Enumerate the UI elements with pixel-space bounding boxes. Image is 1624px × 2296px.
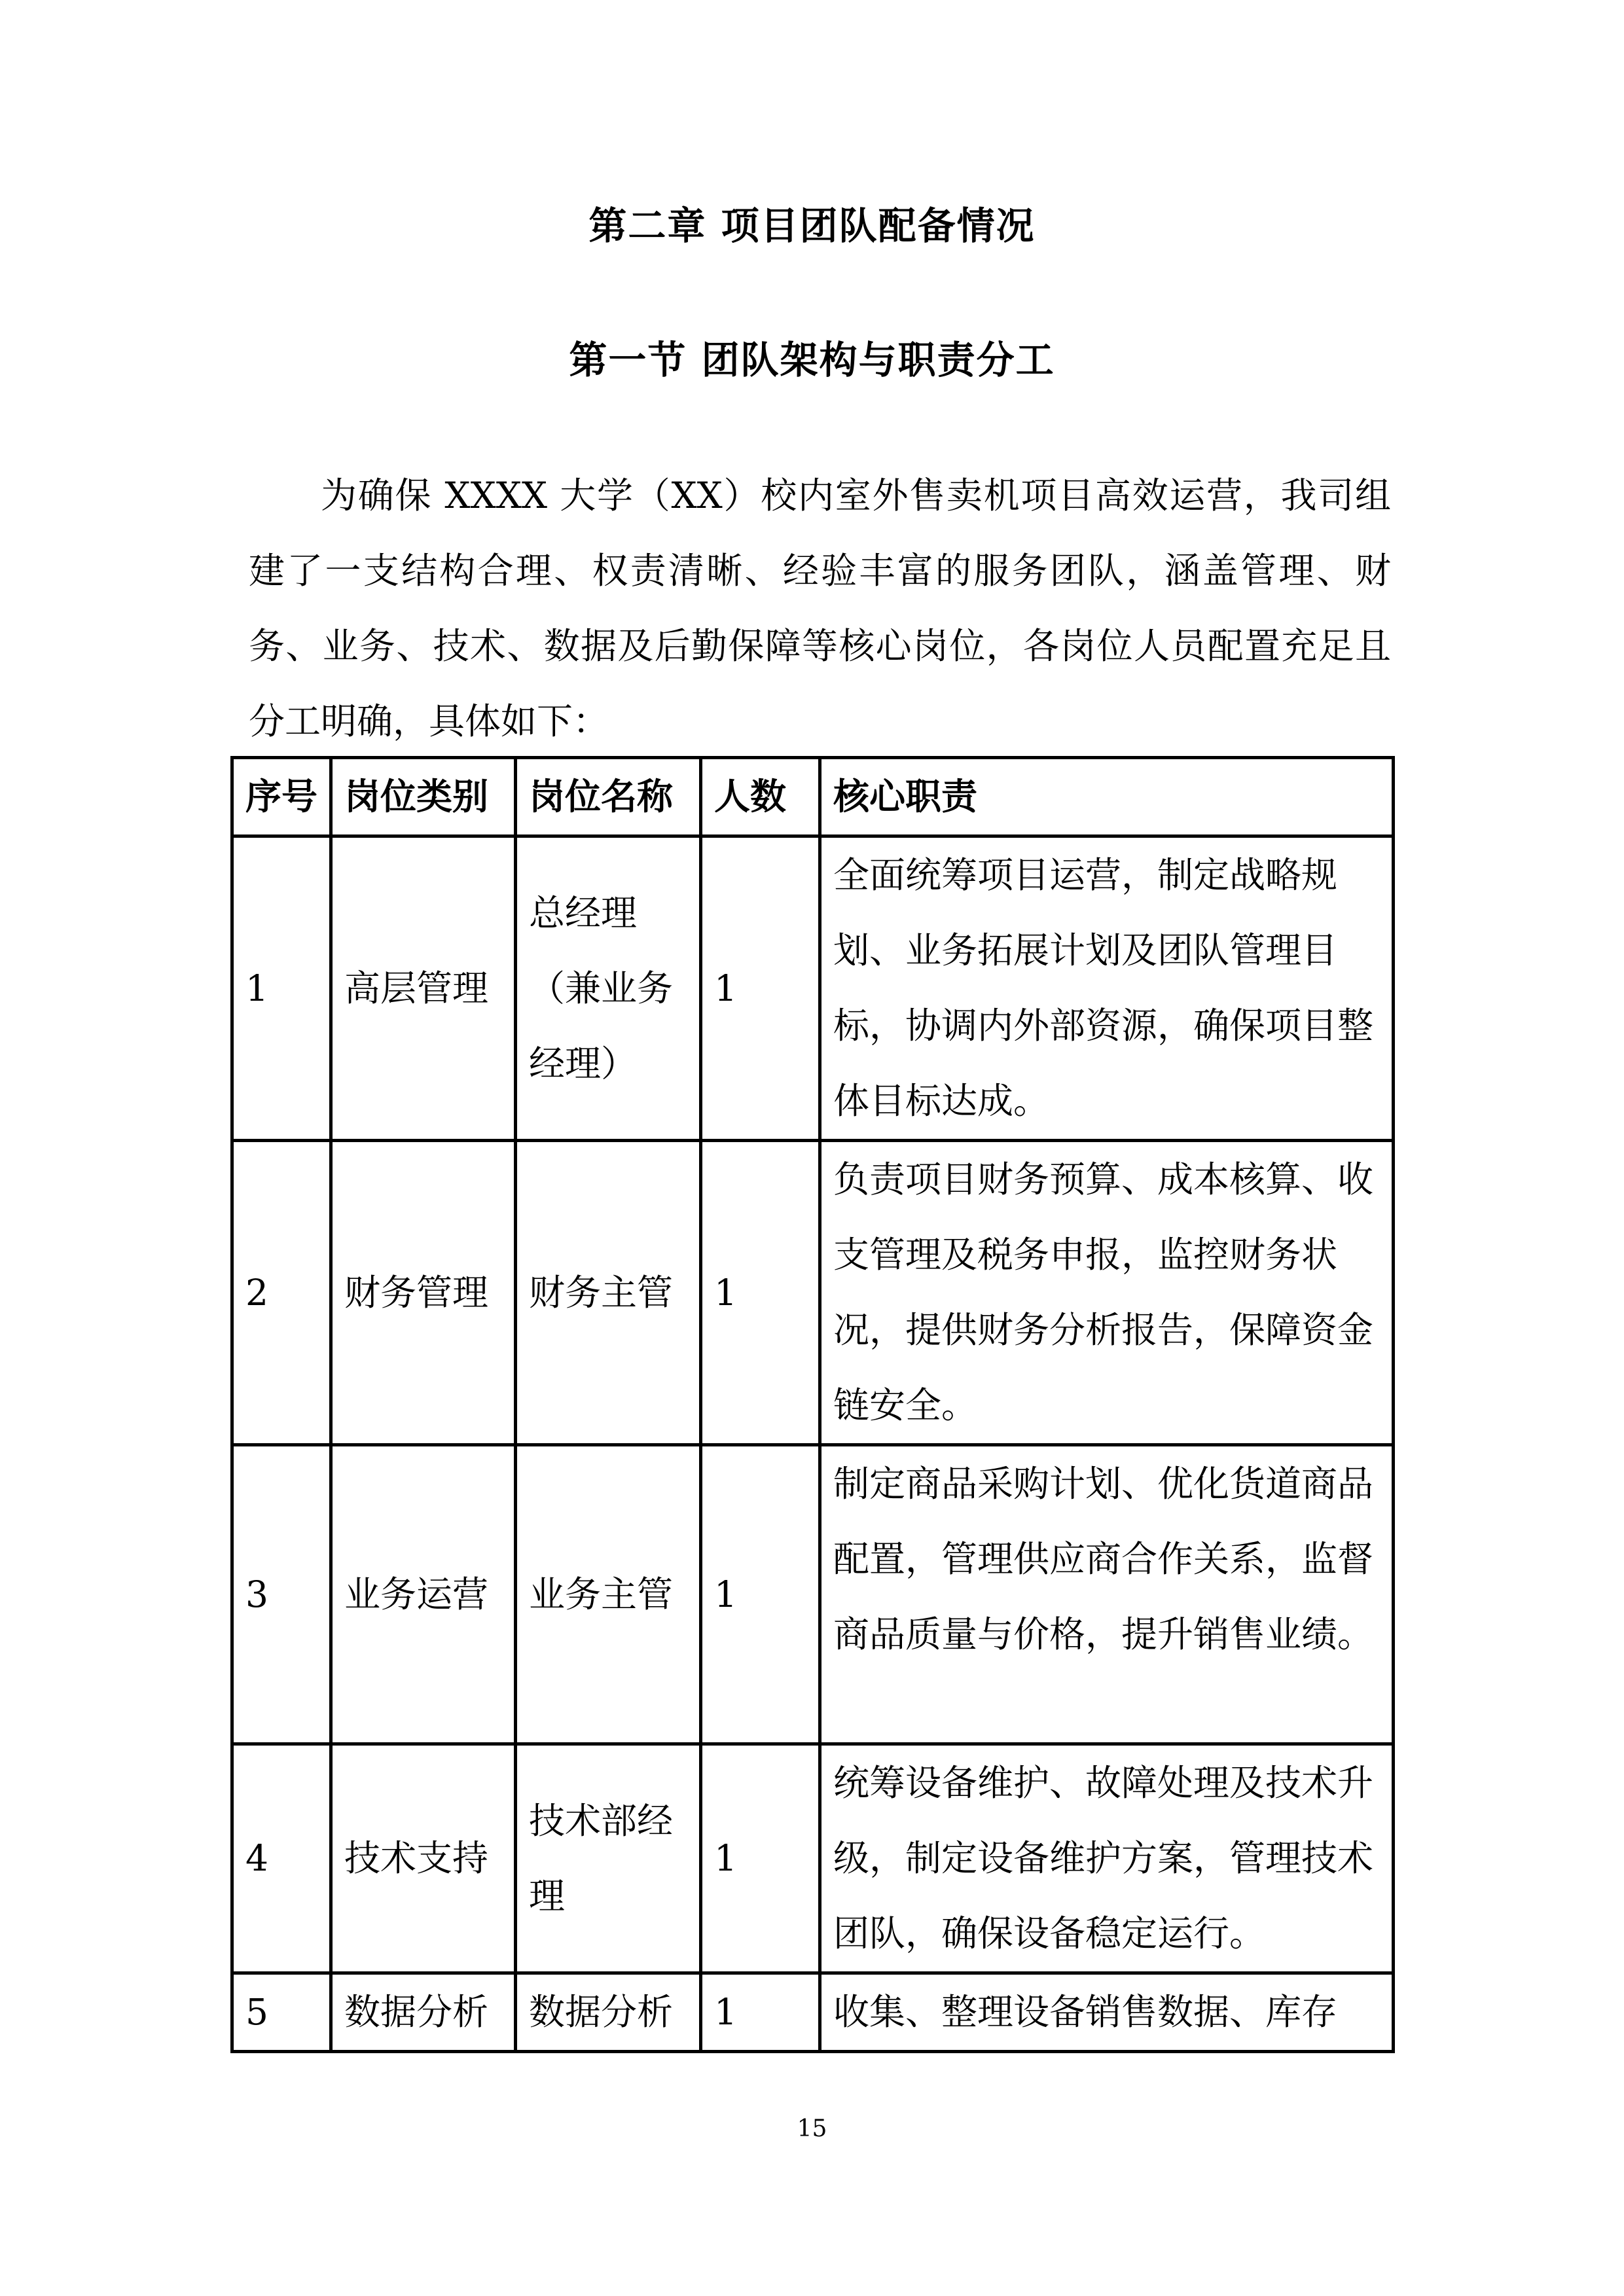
cell-duty: 统筹设备维护、故障处理及技术升级，制定设备维护方案，管理技术团队，确保设备稳定运行。: [820, 1744, 1394, 1973]
chapter-title: 第二章 项目团队配备情况: [588, 204, 1036, 248]
cell-no: 4: [232, 1744, 331, 1973]
cell-position: 业务主管: [516, 1445, 701, 1744]
cell-position: 数据分析: [516, 1973, 701, 2052]
cell-position: 财务主管: [516, 1141, 701, 1445]
cell-duty: 全面统筹项目运营，制定战略规划、业务拓展计划及团队管理目标，协调内外部资源，确保项目整体目标达成。: [820, 836, 1394, 1141]
page-number: 15: [797, 2115, 827, 2142]
cell-category: 高层管理: [331, 836, 516, 1141]
cell-category: 数据分析: [331, 1973, 516, 2052]
cell-no: 3: [232, 1445, 331, 1744]
cell-count: 1: [701, 836, 820, 1141]
cell-position: 技术部经理: [516, 1744, 701, 1973]
cell-count: 1: [701, 1141, 820, 1445]
header-category: 岗位类别: [331, 758, 516, 836]
header-no: 序号: [232, 758, 331, 836]
team-roster-table: [230, 756, 1395, 2053]
cell-no: 5: [232, 1973, 331, 2052]
cell-duty: 收集、整理设备销售数据、库存: [820, 1973, 1394, 2052]
header-position: 岗位名称: [516, 758, 701, 836]
cell-no: 2: [232, 1141, 331, 1445]
table-row: [232, 1973, 1394, 2052]
cell-category: 财务管理: [331, 1141, 516, 1445]
table-row: [232, 1445, 1394, 1744]
header-duty: 核心职责: [820, 758, 1394, 836]
cell-position: 总经理（兼业务经理）: [516, 836, 701, 1141]
table-row: [232, 836, 1394, 1141]
section-title: 第一节 团队架构与职责分工: [569, 338, 1055, 382]
cell-no: 1: [232, 836, 331, 1141]
cell-count: 1: [701, 1445, 820, 1744]
cell-category: 技术支持: [331, 1744, 516, 1973]
table-header-row: [232, 758, 1394, 836]
table-row: [232, 1141, 1394, 1445]
intro-paragraph: 为确保 XXXX 大学（XX）校内室外售卖机项目高效运营，我司组建了一支结构合理、权责清晰、经验丰富的服务团队，涵盖管理、财务、业务、技术、数据及后勤保障等核心岗位，各岗位人员配置充足且分工明确，具体如下：: [249, 475, 1391, 742]
table-row: [232, 1744, 1394, 1973]
cell-count: 1: [701, 1744, 820, 1973]
cell-category: 业务运营: [331, 1445, 516, 1744]
cell-count: 1: [701, 1973, 820, 2052]
cell-duty: 制定商品采购计划、优化货道商品配置，管理供应商合作关系，监督商品质量与价格，提升销售业绩。: [820, 1445, 1394, 1744]
header-count: 人数: [701, 758, 820, 836]
cell-duty: 负责项目财务预算、成本核算、收支管理及税务申报，监控财务状况，提供财务分析报告，保障资金链安全。: [820, 1141, 1394, 1445]
